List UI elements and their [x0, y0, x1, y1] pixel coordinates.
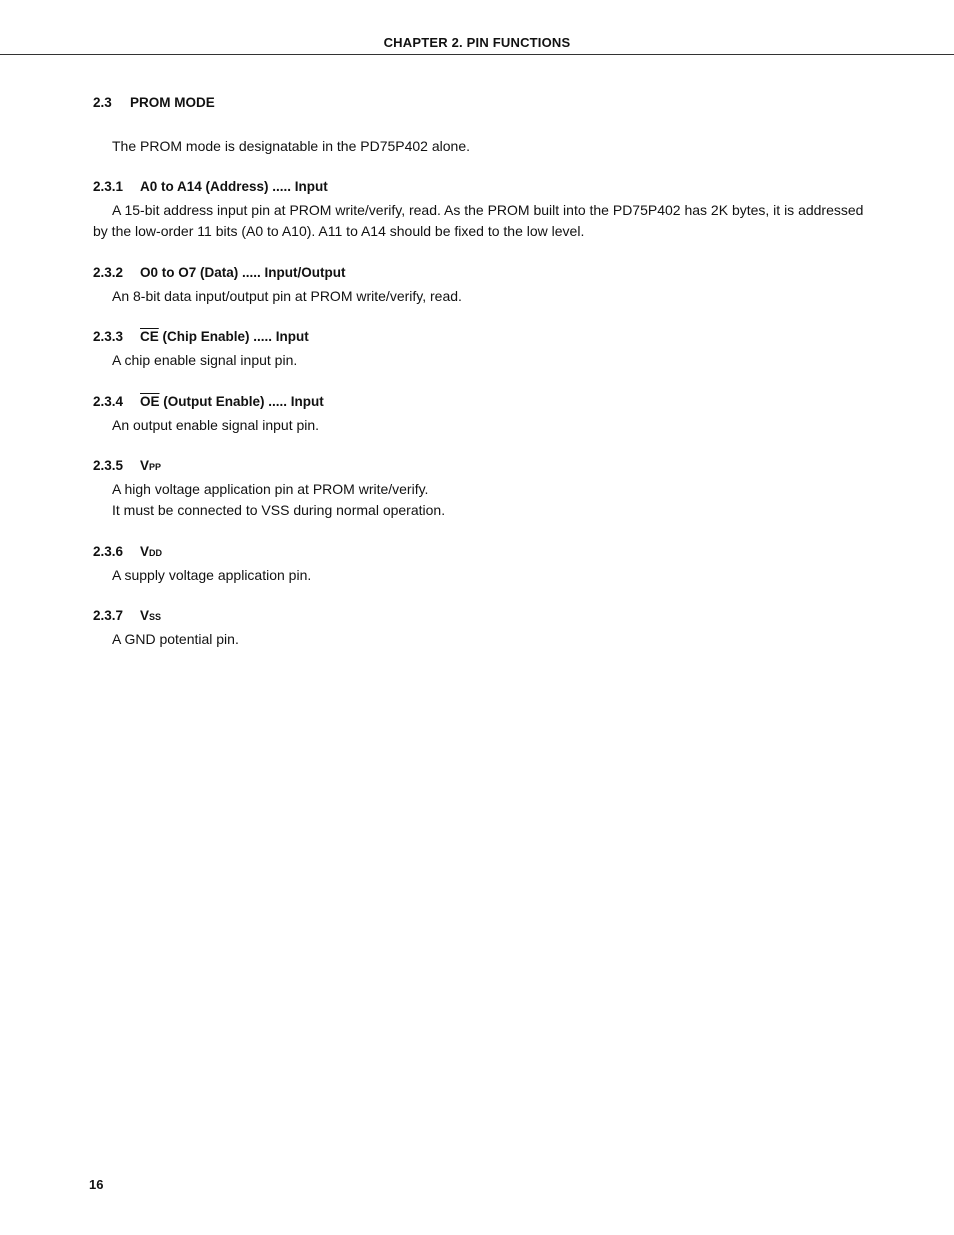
pin-subscript: DD — [149, 548, 163, 558]
subsection-body-2-3-5-line1: A high voltage application pin at PROM write/verify. — [112, 481, 429, 497]
subsection-title: (Output Enable) ..... Input — [159, 394, 324, 409]
subsection-heading-2-3-3 — [93, 329, 309, 344]
pin-base: V — [140, 458, 150, 473]
subsection-body-2-3-7: A GND potential pin. — [112, 631, 239, 647]
pin-subscript: SS — [149, 612, 162, 622]
subsection-heading-2-3-5 — [93, 458, 161, 473]
subsection-number: 2.3.4 — [93, 394, 124, 409]
signal-name-overlined: $\overline{OE}$ — [140, 394, 160, 409]
subsection-body-2-3-3: A chip enable signal input pin. — [112, 352, 298, 368]
pin-base: V — [140, 544, 150, 559]
signal-name-overlined: $\overline{CE}$ — [140, 329, 159, 344]
subsection-body-2-3-5-line2: It must be connected to VSS during normal operation. — [112, 502, 446, 518]
section-heading — [93, 95, 215, 110]
subsection-title: A0 to A14 (Address) ..... Input — [140, 179, 328, 194]
header-rule — [0, 54, 954, 55]
subsection-number: 2.3.1 — [93, 179, 124, 194]
subsection-heading-2-3-1 — [93, 179, 328, 194]
chapter-header: CHAPTER 2. PIN FUNCTIONS — [383, 35, 571, 50]
subsection-title: (Chip Enable) ..... Input — [158, 329, 309, 344]
subsection-body-2-3-6: A supply voltage application pin. — [112, 567, 312, 583]
section-title: PROM MODE — [130, 95, 215, 110]
subsection-number: 2.3.7 — [93, 608, 124, 623]
section-number: 2.3 — [93, 95, 112, 110]
subsection-heading-2-3-4 — [93, 394, 324, 409]
subsection-number: 2.3.5 — [93, 458, 124, 473]
subsection-number: 2.3.2 — [93, 265, 124, 280]
subsection-body-2-3-2: An 8-bit data input/output pin at PROM write/verify, read. — [112, 288, 462, 304]
subsection-number: 2.3.3 — [93, 329, 124, 344]
subsection-heading-2-3-6 — [93, 544, 162, 559]
pin-subscript: PP — [149, 462, 162, 472]
page-number: 16 — [89, 1177, 104, 1192]
subsection-title: O0 to O7 (Data) ..... Input/Output — [140, 265, 346, 280]
pin-base: V — [140, 608, 150, 623]
subsection-heading-2-3-7 — [93, 608, 161, 623]
subsection-number: 2.3.6 — [93, 544, 124, 559]
subsection-body-2-3-4: An output enable signal input pin. — [112, 417, 320, 433]
subsection-heading-2-3-2 — [93, 265, 346, 280]
subsection-body-2-3-1: A 15-bit address input pin at PROM write/verify, read. As the PROM built into the PD75P402 has 2K bytes, it is addressed by the low-order 11 bits (A0 to A10). A11 to A14 should be fixed to the low level. — [93, 202, 864, 239]
section-body: The PROM mode is designatable in the PD75P402 alone. — [112, 138, 470, 154]
